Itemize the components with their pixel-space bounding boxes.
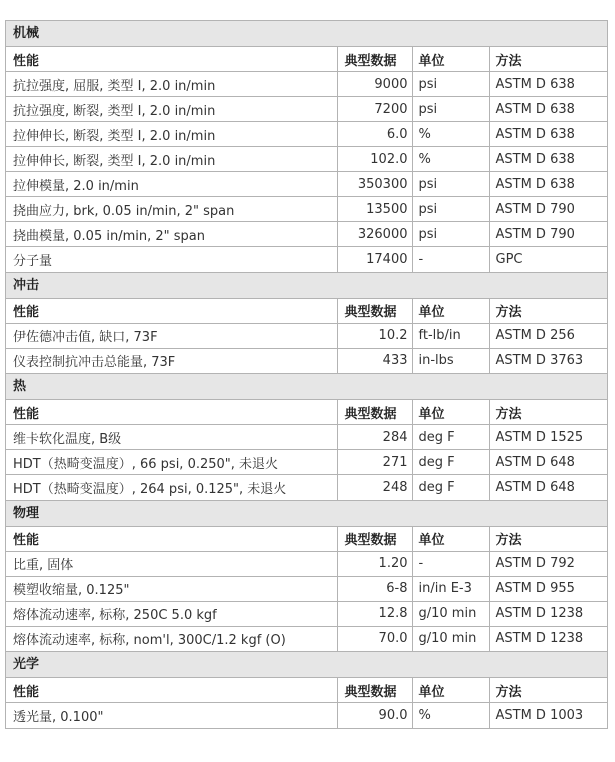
properties-table xyxy=(6,526,607,652)
method-cell: ASTM D 638 xyxy=(489,172,607,197)
property-cell: 分子量 xyxy=(6,247,337,272)
property-cell: 挠曲模量, 0.05 in/min, 2" span xyxy=(6,222,337,247)
section-title: 物理 xyxy=(6,500,607,526)
section-title: 机械 xyxy=(6,20,607,46)
properties-table xyxy=(6,399,607,500)
column-header-row xyxy=(6,400,607,425)
table-row xyxy=(6,576,607,601)
table-row xyxy=(6,72,607,97)
header-method: 方法 xyxy=(489,678,607,703)
header-method: 方法 xyxy=(489,400,607,425)
header-property: 性能 xyxy=(6,298,337,323)
unit-cell: psi xyxy=(412,222,489,247)
value-cell: 90.0 xyxy=(337,703,412,728)
properties-table xyxy=(6,46,607,272)
table-row xyxy=(6,450,607,475)
unit-cell: - xyxy=(412,551,489,576)
unit-cell: psi xyxy=(412,97,489,122)
header-property: 性能 xyxy=(6,400,337,425)
section-title: 光学 xyxy=(6,651,607,677)
property-cell: 维卡软化温度, B级 xyxy=(6,425,337,450)
table-row xyxy=(6,122,607,147)
value-cell: 433 xyxy=(337,348,412,373)
property-cell: 熔体流动速率, 标称, 250C 5.0 kgf xyxy=(6,601,337,626)
property-cell: 模塑收缩量, 0.125" xyxy=(6,576,337,601)
header-method: 方法 xyxy=(489,47,607,72)
unit-cell: - xyxy=(412,247,489,272)
property-cell: 伊佐德冲击值, 缺口, 73F xyxy=(6,323,337,348)
table-row xyxy=(6,222,607,247)
unit-cell: % xyxy=(412,122,489,147)
method-cell: ASTM D 648 xyxy=(489,475,607,500)
unit-cell: g/10 min xyxy=(412,626,489,651)
value-cell: 10.2 xyxy=(337,323,412,348)
header-unit: 单位 xyxy=(412,298,489,323)
property-cell: 抗拉强度, 屈服, 类型 I, 2.0 in/min xyxy=(6,72,337,97)
method-cell: ASTM D 790 xyxy=(489,197,607,222)
property-cell: 挠曲应力, brk, 0.05 in/min, 2" span xyxy=(6,197,337,222)
table-row xyxy=(6,172,607,197)
unit-cell: % xyxy=(412,147,489,172)
property-cell: 熔体流动速率, 标称, nom'l, 300C/1.2 kgf (O) xyxy=(6,626,337,651)
value-cell: 102.0 xyxy=(337,147,412,172)
method-cell: ASTM D 3763 xyxy=(489,348,607,373)
header-unit: 单位 xyxy=(412,47,489,72)
section-title: 冲击 xyxy=(6,272,607,298)
unit-cell: psi xyxy=(412,172,489,197)
table-row xyxy=(6,425,607,450)
unit-cell: deg F xyxy=(412,450,489,475)
header-value: 典型数据 xyxy=(337,526,412,551)
column-header-row xyxy=(6,678,607,703)
table-row xyxy=(6,626,607,651)
property-cell: 比重, 固体 xyxy=(6,551,337,576)
method-cell: ASTM D 790 xyxy=(489,222,607,247)
value-cell: 1.20 xyxy=(337,551,412,576)
header-value: 典型数据 xyxy=(337,678,412,703)
method-cell: ASTM D 1525 xyxy=(489,425,607,450)
property-cell: HDT（热畸变温度）, 66 psi, 0.250", 未退火 xyxy=(6,450,337,475)
unit-cell: deg F xyxy=(412,425,489,450)
header-unit: 单位 xyxy=(412,400,489,425)
table-row xyxy=(6,703,607,728)
method-cell: ASTM D 1238 xyxy=(489,601,607,626)
value-cell: 6.0 xyxy=(337,122,412,147)
header-method: 方法 xyxy=(489,526,607,551)
properties-sheet xyxy=(5,20,608,729)
unit-cell: psi xyxy=(412,197,489,222)
property-cell: 抗拉强度, 断裂, 类型 I, 2.0 in/min xyxy=(6,97,337,122)
value-cell: 284 xyxy=(337,425,412,450)
unit-cell: in/in E-3 xyxy=(412,576,489,601)
table-row xyxy=(6,323,607,348)
unit-cell: psi xyxy=(412,72,489,97)
value-cell: 271 xyxy=(337,450,412,475)
method-cell: ASTM D 1238 xyxy=(489,626,607,651)
table-row xyxy=(6,475,607,500)
properties-table xyxy=(6,677,607,728)
unit-cell: deg F xyxy=(412,475,489,500)
value-cell: 13500 xyxy=(337,197,412,222)
value-cell: 7200 xyxy=(337,97,412,122)
method-cell: ASTM D 638 xyxy=(489,72,607,97)
table-row xyxy=(6,551,607,576)
table-row xyxy=(6,601,607,626)
property-cell: 仪表控制抗冲击总能量, 73F xyxy=(6,348,337,373)
header-unit: 单位 xyxy=(412,526,489,551)
unit-cell: in-lbs xyxy=(412,348,489,373)
method-cell: GPC xyxy=(489,247,607,272)
column-header-row xyxy=(6,47,607,72)
value-cell: 350300 xyxy=(337,172,412,197)
method-cell: ASTM D 256 xyxy=(489,323,607,348)
property-cell: 透光量, 0.100" xyxy=(6,703,337,728)
table-row xyxy=(6,197,607,222)
table-row xyxy=(6,147,607,172)
method-cell: ASTM D 638 xyxy=(489,97,607,122)
property-cell: 拉伸伸长, 断裂, 类型 I, 2.0 in/min xyxy=(6,122,337,147)
method-cell: ASTM D 648 xyxy=(489,450,607,475)
header-value: 典型数据 xyxy=(337,47,412,72)
table-row xyxy=(6,348,607,373)
unit-cell: % xyxy=(412,703,489,728)
method-cell: ASTM D 1003 xyxy=(489,703,607,728)
header-property: 性能 xyxy=(6,678,337,703)
value-cell: 326000 xyxy=(337,222,412,247)
header-property: 性能 xyxy=(6,47,337,72)
property-cell: 拉伸模量, 2.0 in/min xyxy=(6,172,337,197)
value-cell: 12.8 xyxy=(337,601,412,626)
table-row xyxy=(6,97,607,122)
value-cell: 9000 xyxy=(337,72,412,97)
value-cell: 248 xyxy=(337,475,412,500)
unit-cell: g/10 min xyxy=(412,601,489,626)
header-unit: 单位 xyxy=(412,678,489,703)
value-cell: 17400 xyxy=(337,247,412,272)
section-title: 热 xyxy=(6,373,607,399)
header-property: 性能 xyxy=(6,526,337,551)
properties-table xyxy=(6,298,607,374)
unit-cell: ft-lb/in xyxy=(412,323,489,348)
header-value: 典型数据 xyxy=(337,298,412,323)
method-cell: ASTM D 638 xyxy=(489,147,607,172)
table-row xyxy=(6,247,607,272)
header-method: 方法 xyxy=(489,298,607,323)
column-header-row xyxy=(6,298,607,323)
value-cell: 6-8 xyxy=(337,576,412,601)
column-header-row xyxy=(6,526,607,551)
method-cell: ASTM D 955 xyxy=(489,576,607,601)
method-cell: ASTM D 638 xyxy=(489,122,607,147)
property-cell: HDT（热畸变温度）, 264 psi, 0.125", 未退火 xyxy=(6,475,337,500)
value-cell: 70.0 xyxy=(337,626,412,651)
method-cell: ASTM D 792 xyxy=(489,551,607,576)
header-value: 典型数据 xyxy=(337,400,412,425)
property-cell: 拉伸伸长, 断裂, 类型 I, 2.0 in/min xyxy=(6,147,337,172)
